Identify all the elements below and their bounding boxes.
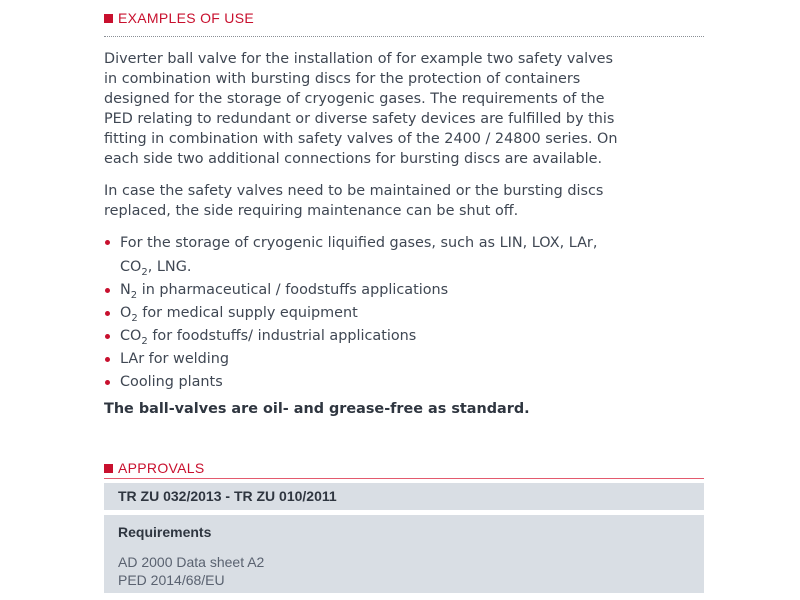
formula-text: CO — [120, 328, 142, 344]
paragraph-line: in combination with bursting discs for the protection of containers — [104, 71, 581, 87]
list-item-line — [120, 255, 704, 279]
tr-approval-box: TR ZU 032/2013 - TR ZU 010/2011 — [104, 483, 704, 510]
list-item — [104, 325, 704, 348]
list-item-text: in pharmaceutical / foodstuffs applications — [137, 282, 449, 298]
requirement-item: PED 2014/68/EU — [118, 572, 225, 588]
list-item-text: for medical supply equipment — [137, 305, 358, 321]
formula-subscript: 2 — [141, 267, 148, 278]
paragraph-line: each side two additional connections for bursting discs are available. — [104, 151, 603, 167]
paragraph-line: replaced, the side requiring maintenance can be shut off. — [104, 203, 519, 219]
approvals-heading-text: APPROVALS — [118, 460, 205, 476]
list-item — [104, 231, 704, 279]
examples-heading-text: EXAMPLES OF USE — [118, 10, 254, 26]
formula-text: N — [120, 282, 131, 298]
list-item: LAr for welding — [104, 348, 704, 371]
examples-section-heading — [104, 10, 704, 37]
approvals-section-heading — [104, 460, 704, 479]
requirement-item: AD 2000 Data sheet A2 — [118, 554, 265, 570]
list-item-text: , LNG. — [147, 259, 192, 275]
formula-text: CO — [120, 259, 142, 275]
list-item-line: For the storage of cryogenic liquified gases, such as LIN, LOX, LAr, — [120, 235, 598, 251]
oil-grease-free-note: The ball-valves are oil- and grease-free as standard. — [104, 401, 530, 417]
list-item — [104, 302, 704, 325]
heading-square-marker — [104, 14, 113, 23]
requirements-title: Requirements — [118, 524, 212, 540]
paragraph-line: fitting in combination with safety valves of the 2400 / 24800 series. On — [104, 131, 618, 147]
list-item: Cooling plants — [104, 371, 704, 394]
paragraph-line: Diverter ball valve for the installation of for example two safety valves — [104, 51, 614, 67]
paragraph-line: PED relating to redundant or diverse safety devices are fulfilled by this — [104, 111, 615, 127]
paragraph-line: designed for the storage of cryogenic gases. The requirements of the — [104, 91, 605, 107]
applications-list — [104, 231, 704, 394]
heading-square-marker — [104, 464, 113, 473]
examples-description-paragraph — [104, 49, 704, 169]
requirements-box — [104, 515, 704, 593]
formula-subscript: 2 — [131, 313, 138, 324]
maintenance-paragraph — [104, 181, 704, 221]
paragraph-line: In case the safety valves need to be maintained or the bursting discs — [104, 183, 604, 199]
list-item-text: for foodstuffs/ industrial applications — [147, 328, 417, 344]
formula-text: O — [120, 305, 132, 321]
formula-subscript: 2 — [141, 336, 148, 347]
formula-subscript: 2 — [130, 290, 138, 301]
list-item — [104, 279, 704, 302]
